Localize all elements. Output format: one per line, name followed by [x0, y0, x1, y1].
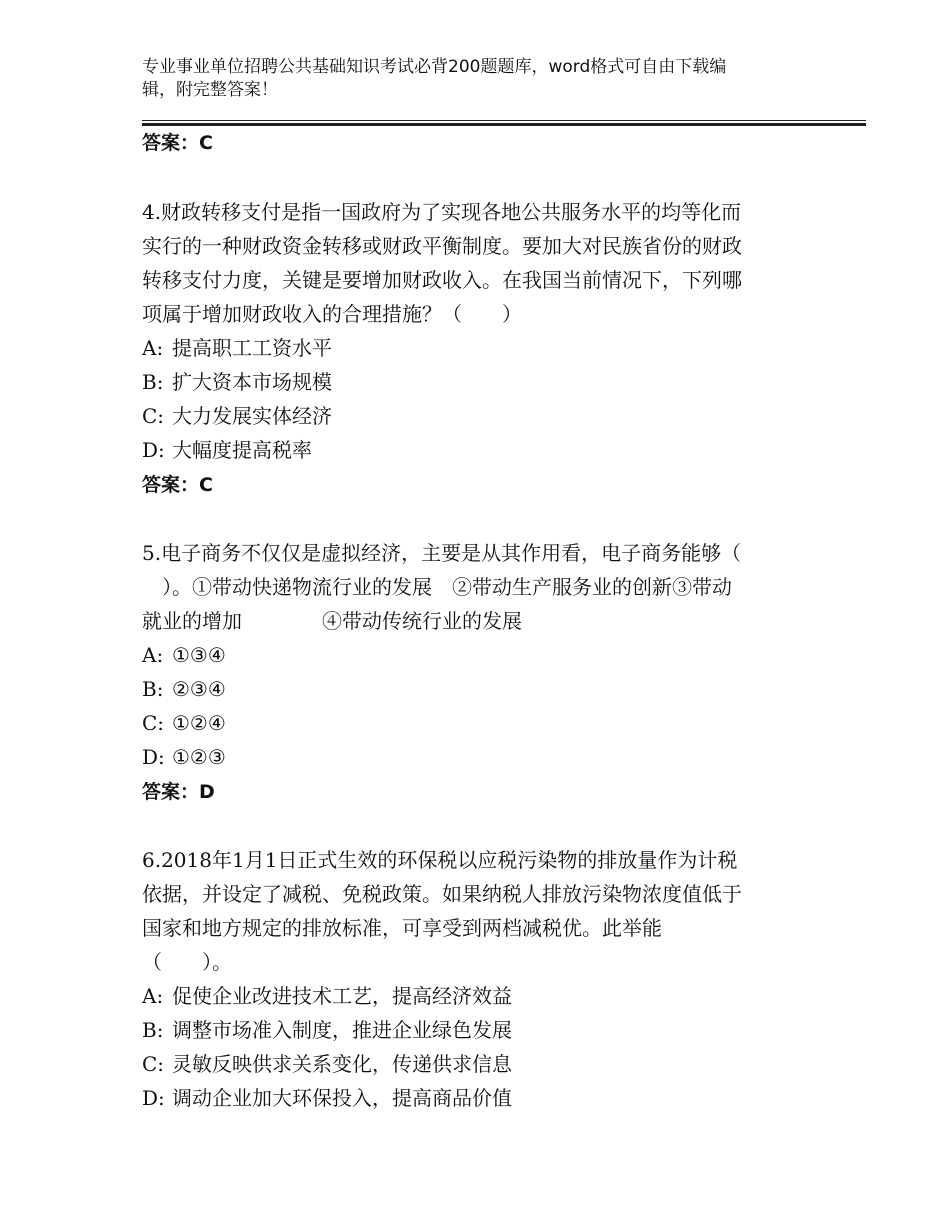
question-5-line-3: 就业的增加 ④带动传统行业的发展	[142, 609, 522, 633]
option-text: 促使企业改进技术工艺，提高经济效益	[172, 984, 512, 1008]
page-header	[142, 56, 792, 102]
question-6-option-c	[142, 1047, 512, 1081]
header-line-1: 专业事业单位招聘公共基础知识考试必背200题题库，word格式可自由下载编	[142, 57, 727, 77]
question-4-option-d	[142, 433, 312, 467]
option-letter: C:	[142, 1052, 165, 1076]
answer-q5: 答案：D	[142, 781, 215, 803]
question-5-option-b	[142, 672, 226, 706]
question-5-line-1: 5.电子商务不仅仅是虚拟经济，主要是从其作用看，电子商务能够（	[142, 541, 742, 565]
option-text: ①③④	[172, 643, 226, 667]
option-letter: C:	[142, 711, 165, 735]
question-5-line-2: ）。①带动快递物流行业的发展 ②带动生产服务业的创新③带动	[142, 575, 732, 599]
option-text: 提高职工工资水平	[172, 336, 332, 360]
question-4-option-b	[142, 365, 332, 399]
question-4-line-2: 实行的一种财政资金转移或财政平衡制度。要加大对民族省份的财政	[142, 234, 742, 258]
option-letter: D:	[142, 1086, 165, 1110]
question-6-option-a	[142, 979, 512, 1013]
answer-q4: 答案：C	[142, 474, 213, 496]
question-4-line-1: 4.财政转移支付是指一国政府为了实现各地公共服务水平的均等化而	[142, 200, 742, 224]
header-divider-thin	[142, 120, 866, 121]
option-letter: D:	[142, 438, 165, 462]
option-text: ①②③	[172, 745, 226, 769]
option-letter: B:	[142, 677, 164, 701]
question-5-option-d	[142, 740, 226, 774]
option-text: 调整市场准入制度，推进企业绿色发展	[172, 1018, 512, 1042]
question-6-option-d	[142, 1081, 512, 1115]
option-letter: D:	[142, 745, 165, 769]
option-text: 大力发展实体经济	[172, 404, 332, 428]
option-letter: A:	[142, 336, 164, 360]
question-6-option-b	[142, 1013, 512, 1047]
option-text: ②③④	[172, 677, 226, 701]
option-letter: B:	[142, 1018, 164, 1042]
option-text: 调动企业加大环保投入，提高商品价值	[172, 1086, 512, 1110]
question-6-line-2: 依据，并设定了减税、免税政策。如果纳税人排放污染物浓度值低于	[142, 882, 742, 906]
option-text: 扩大资本市场规模	[172, 370, 332, 394]
question-6-line-3: 国家和地方规定的排放标准，可享受到两档减税优。此举能	[142, 916, 662, 940]
option-text: 灵敏反映供求关系变化，传递供求信息	[172, 1052, 512, 1076]
option-letter: A:	[142, 643, 164, 667]
question-4-option-a	[142, 331, 332, 365]
header-divider-thick	[142, 123, 866, 126]
question-6-line-4: （ ）。	[142, 950, 232, 974]
answer-q3: 答案：C	[142, 132, 213, 154]
option-letter: B:	[142, 370, 164, 394]
question-4-line-3: 转移支付力度，关键是要增加财政收入。在我国当前情况下，下列哪	[142, 268, 742, 292]
question-4-line-4: 项属于增加财政收入的合理措施？（ ）	[142, 302, 522, 326]
question-5-option-c	[142, 706, 226, 740]
option-text: 大幅度提高税率	[172, 438, 312, 462]
option-text: ①②④	[172, 711, 226, 735]
question-6-line-1: 6.2018年1月1日正式生效的环保税以应税污染物的排放量作为计税	[142, 848, 738, 872]
header-line-2: 辑，附完整答案！	[142, 80, 278, 100]
question-5-option-a	[142, 638, 226, 672]
option-letter: C:	[142, 404, 165, 428]
question-4-option-c	[142, 399, 332, 433]
option-letter: A:	[142, 984, 164, 1008]
